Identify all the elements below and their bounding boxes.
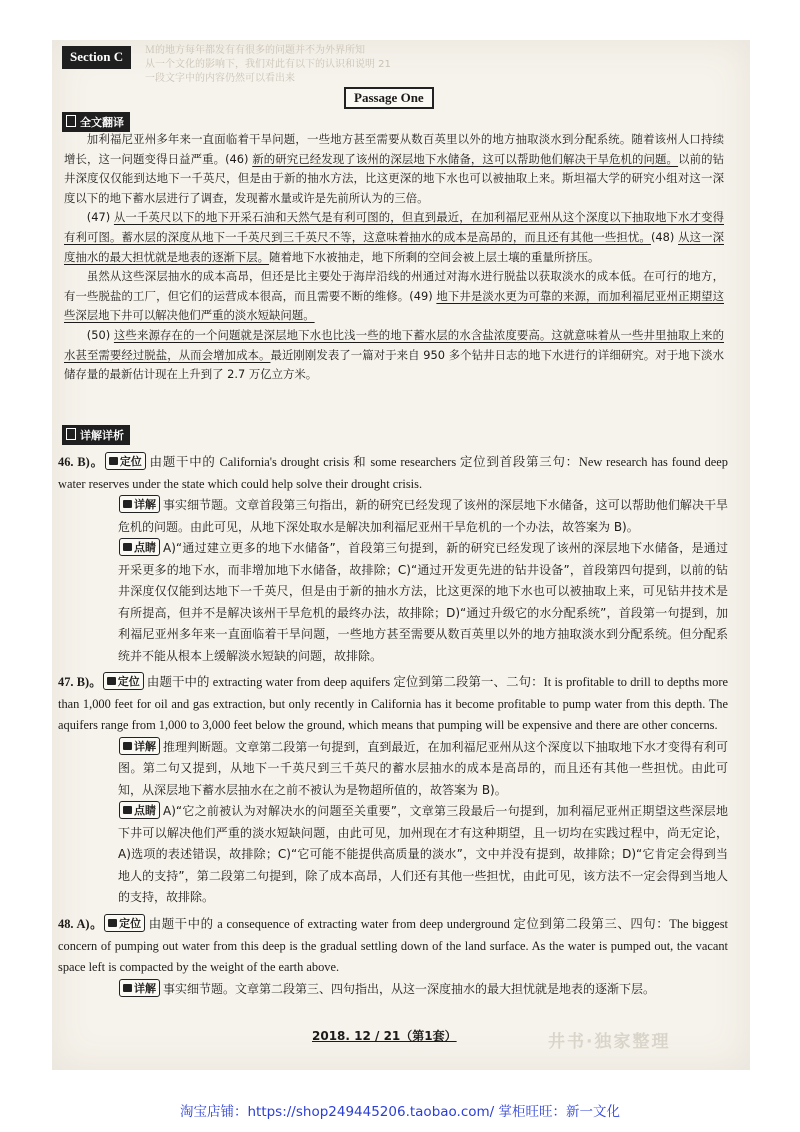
answer-locate <box>58 672 728 737</box>
answer-text: 由题干中的 a consequence of extracting water from deep underground 定位到第二段第三、四句：The biggest concern of pumping out water from this deep is the gradual settling down of the land surface. As the water is pumped out, the vacant space left is compacted by the weight of the earth above. <box>58 917 728 974</box>
text: 加利福尼亚州多年来一直面临着干旱问题，一些地方甚至需要从数百英里以外的地方抽取淡水到分配系统。随着该州人口持续增长，这一问题变得日益严重。(46) <box>64 132 724 166</box>
tag-label: 详解 <box>134 981 156 995</box>
analysis-header-label: 详解详析 <box>80 429 124 442</box>
locate-tag <box>104 914 145 932</box>
translation-paragraph <box>64 130 724 208</box>
answer-point <box>58 801 728 909</box>
tag-label: 点睛 <box>134 541 156 554</box>
locate-tag <box>105 452 146 470</box>
pencil-icon <box>123 742 132 750</box>
pencil-icon <box>108 919 117 927</box>
answer-text: 事实细节题。文章首段第三句指出，新的研究已经发现了该州的深层地下水储备，这可以帮助他们解决干旱危机的问题。由此可见，从地下深处取水是解决加利福尼亚州干旱危机的一个办法，故答案为 B)。 <box>118 498 728 534</box>
underlined-text: 从一千英尺以下的地下开采石油和天然气是有利可图的，但直到最近，在加利福尼亚州从这个深度以下抽取地下水才变得有利可图。蓄水层的深度从地下一千英尺到三千英尺不等，这意味着抽水的成本是高昂的，而且还有其他一些担忧。 <box>64 210 724 244</box>
answer-text: 由题干中的 extracting water from deep aquifers 定位到第二段第一、二句：It is profitable to drill to depths more than 1,000 feet for oil and gas extraction, but only recently in California has it become profitable to pump water from this depth. The aquifers range from 1,000 to 3,000 feet below the ground, which means that pumping will be expensive and there are other concerns. <box>58 675 729 732</box>
locate-tag <box>103 672 144 690</box>
underlined-text: 这些来源存在的一个问题就是深层地下水也比浅一些的地下蓄水层的水含盐浓度要高。这就意味着从一些井里抽取上来的水甚至需要经过脱盐，从而会增加成本。 <box>64 327 724 362</box>
tag-label: 详解 <box>134 498 156 511</box>
text: (47) <box>86 210 114 225</box>
answer-detail <box>58 737 728 802</box>
translation-header-label: 全文翻译 <box>80 116 124 129</box>
answer-number: 46. B)。 <box>58 455 104 469</box>
watermark-text: 井书·独家整理 <box>548 1032 671 1052</box>
pencil-icon <box>123 500 132 508</box>
answer-text: 事实细节题。文章第二段第三、四句指出，从这一深度抽水的最大担忧就是地表的逐渐下层。 <box>163 981 656 996</box>
answer-47 <box>58 672 728 909</box>
detail-tag <box>119 495 160 513</box>
section-label: Section C <box>62 46 131 69</box>
header-mark-icon <box>66 428 76 440</box>
translation-paragraph <box>64 267 724 326</box>
detail-tag <box>119 737 160 755</box>
translation-paragraph <box>64 326 724 385</box>
text: 以前的钻井深度仅仅能到达地下一千英尺，但是由于新的抽水方法，比这更深的地下水也可以被抽取上来。斯坦福大学的研究小组对这一深度以下的地下蓄水层进行了调查，发现蓄水量或许是先前所认为的三倍。 <box>64 151 724 205</box>
tag-label: 定位 <box>119 917 142 930</box>
tag-label: 详解 <box>134 739 156 753</box>
answer-point <box>58 538 728 667</box>
answer-detail <box>58 495 728 538</box>
underlined-text: 新的研究已经发现了该州的深层地下水储备，这可以帮助他们解决干旱危机的问题。 <box>252 151 679 166</box>
ghost-line: 一段文字中的内容仍然可以看出来 <box>145 73 295 84</box>
answer-text: A)“通过建立更多的地下水储备”，首段第三句提到，新的研究已经发现了该州的深层地下水储备，是通过开采更多的地下水，而非增加地下水储备，故排除；C)“通过开发更先进的钻井设备”，首段第四句提到，以前的钻井深度仅仅能到达地下一千英尺，但是由于新的抽水方法，比这更深的地下水也可以被抽取上来，可见钻井技术是有所提高，但并不是解决该州干旱危机的最终办法，故排除；D)“通过升级它的水分配系统”，首段第一句提到，加利福尼亚州多年来一直面临着干旱问题，一些地方甚至需要从数百英里以外的地方抽取淡水到分配系统。但分配系统并不能从根本上缓解淡水短缺的问题，故排除。 <box>118 541 728 663</box>
answer-locate <box>58 914 728 979</box>
text: (48) <box>650 229 679 244</box>
shop-link[interactable]: 淘宝店铺：https://shop249445206.taobao.com/ 掌柜旺旺：新一文化 <box>179 1104 621 1120</box>
bleed-through-text <box>145 44 735 100</box>
translation-paragraph <box>64 208 724 267</box>
underlined-text: 地下井是淡水更为可靠的来源，而加利福尼亚州正期望这些深层地下井可以解决他们严重的淡水短缺问题。 <box>64 288 724 323</box>
answer-text: 推理判断题。文章第二段第一句提到，直到最近，在加利福尼亚州从这个深度以下抽取地下水才变得有利可图。第二句又提到，从地下一千英尺到三千英尺的蓄水层抽水的成本是高昂的，而且还有其他一些担忧。由此可知，从深层地下蓄水层抽水在之前不被认为是物超所值的，故答案为 B)。 <box>118 739 728 797</box>
point-tag <box>119 538 160 556</box>
answer-locate <box>58 452 728 495</box>
detail-tag <box>119 979 160 997</box>
text: 虽然从这些深层抽水的成本高昂，但还是比主要处于海岸沿线的州通过对海水进行脱盐以获取淡水的成本低。在可行的地方，有一些脱盐的工厂，但它们的运营成本很高，而且需要不断的维修。(49) <box>64 269 724 303</box>
tag-label: 定位 <box>119 455 142 468</box>
answer-text: 由题干中的 California's drought crisis 和 some researchers 定位到首段第三句：New research has found deep water reserves under the state which could help solve their drought crisis. <box>58 455 728 491</box>
pencil-icon <box>123 806 132 814</box>
answer-46 <box>58 452 728 667</box>
answer-48 <box>58 914 728 1000</box>
answer-detail <box>58 979 728 1001</box>
page-footer-date: 2018. 12 / 21（第1套） <box>312 1029 457 1043</box>
passage-title: Passage One <box>344 87 434 109</box>
underlined-text: 从这一深度抽水的最大担忧就是地表的逐渐下层。 <box>64 229 724 264</box>
pencil-icon <box>109 457 118 465</box>
translation-body <box>64 130 724 385</box>
answer-number: 47. B)。 <box>58 675 102 689</box>
answer-text: A)“它之前被认为对解决水的问题至关重要”，文章第三段最后一句提到，加利福尼亚州正期望这些深层地下井可以解决他们严重的淡水短缺问题，由此可见，加州现在才有这种期望，且一切均在实践过程中，尚无定论，A)选项的表述错误，故排除；C)“它可能不能提供高质量的淡水”，文中并没有提到，故排除；D)“它肯定会得到当地人的支持”，第二段第二句提到，除了成本高昂，人们还有其他一些担忧，由此可见，该方法不一定会得到当地人的支持，故排除。 <box>118 804 728 904</box>
tag-label: 点睛 <box>134 804 156 817</box>
analysis-header <box>62 425 130 445</box>
ghost-line: 从一个文化的影响下，我们对此有以下的认识和说明 21 <box>145 59 391 70</box>
text: (50) <box>86 327 114 342</box>
text: 随着地下水被抽走，地下所剩的空间会被上层土壤的重量所挤压。 <box>269 249 600 264</box>
answer-number: 48. A)。 <box>58 917 104 931</box>
point-tag <box>119 801 160 819</box>
pencil-icon <box>123 984 132 992</box>
translation-header <box>62 112 130 132</box>
ghost-line: Ｍ的地方每年都发有有很多的问题并不为外界所知 <box>145 45 365 56</box>
pencil-icon <box>107 677 116 685</box>
tag-label: 定位 <box>117 675 140 688</box>
text: 最近刚刚发表了一篇对于来自 950 多个钻井日志的地下水进行的详细研究。对于地下淡水储存量的最新估计现在上升到了 2.7 万亿立方米。 <box>64 347 724 382</box>
pencil-icon <box>123 543 132 551</box>
header-mark-icon <box>66 115 76 127</box>
